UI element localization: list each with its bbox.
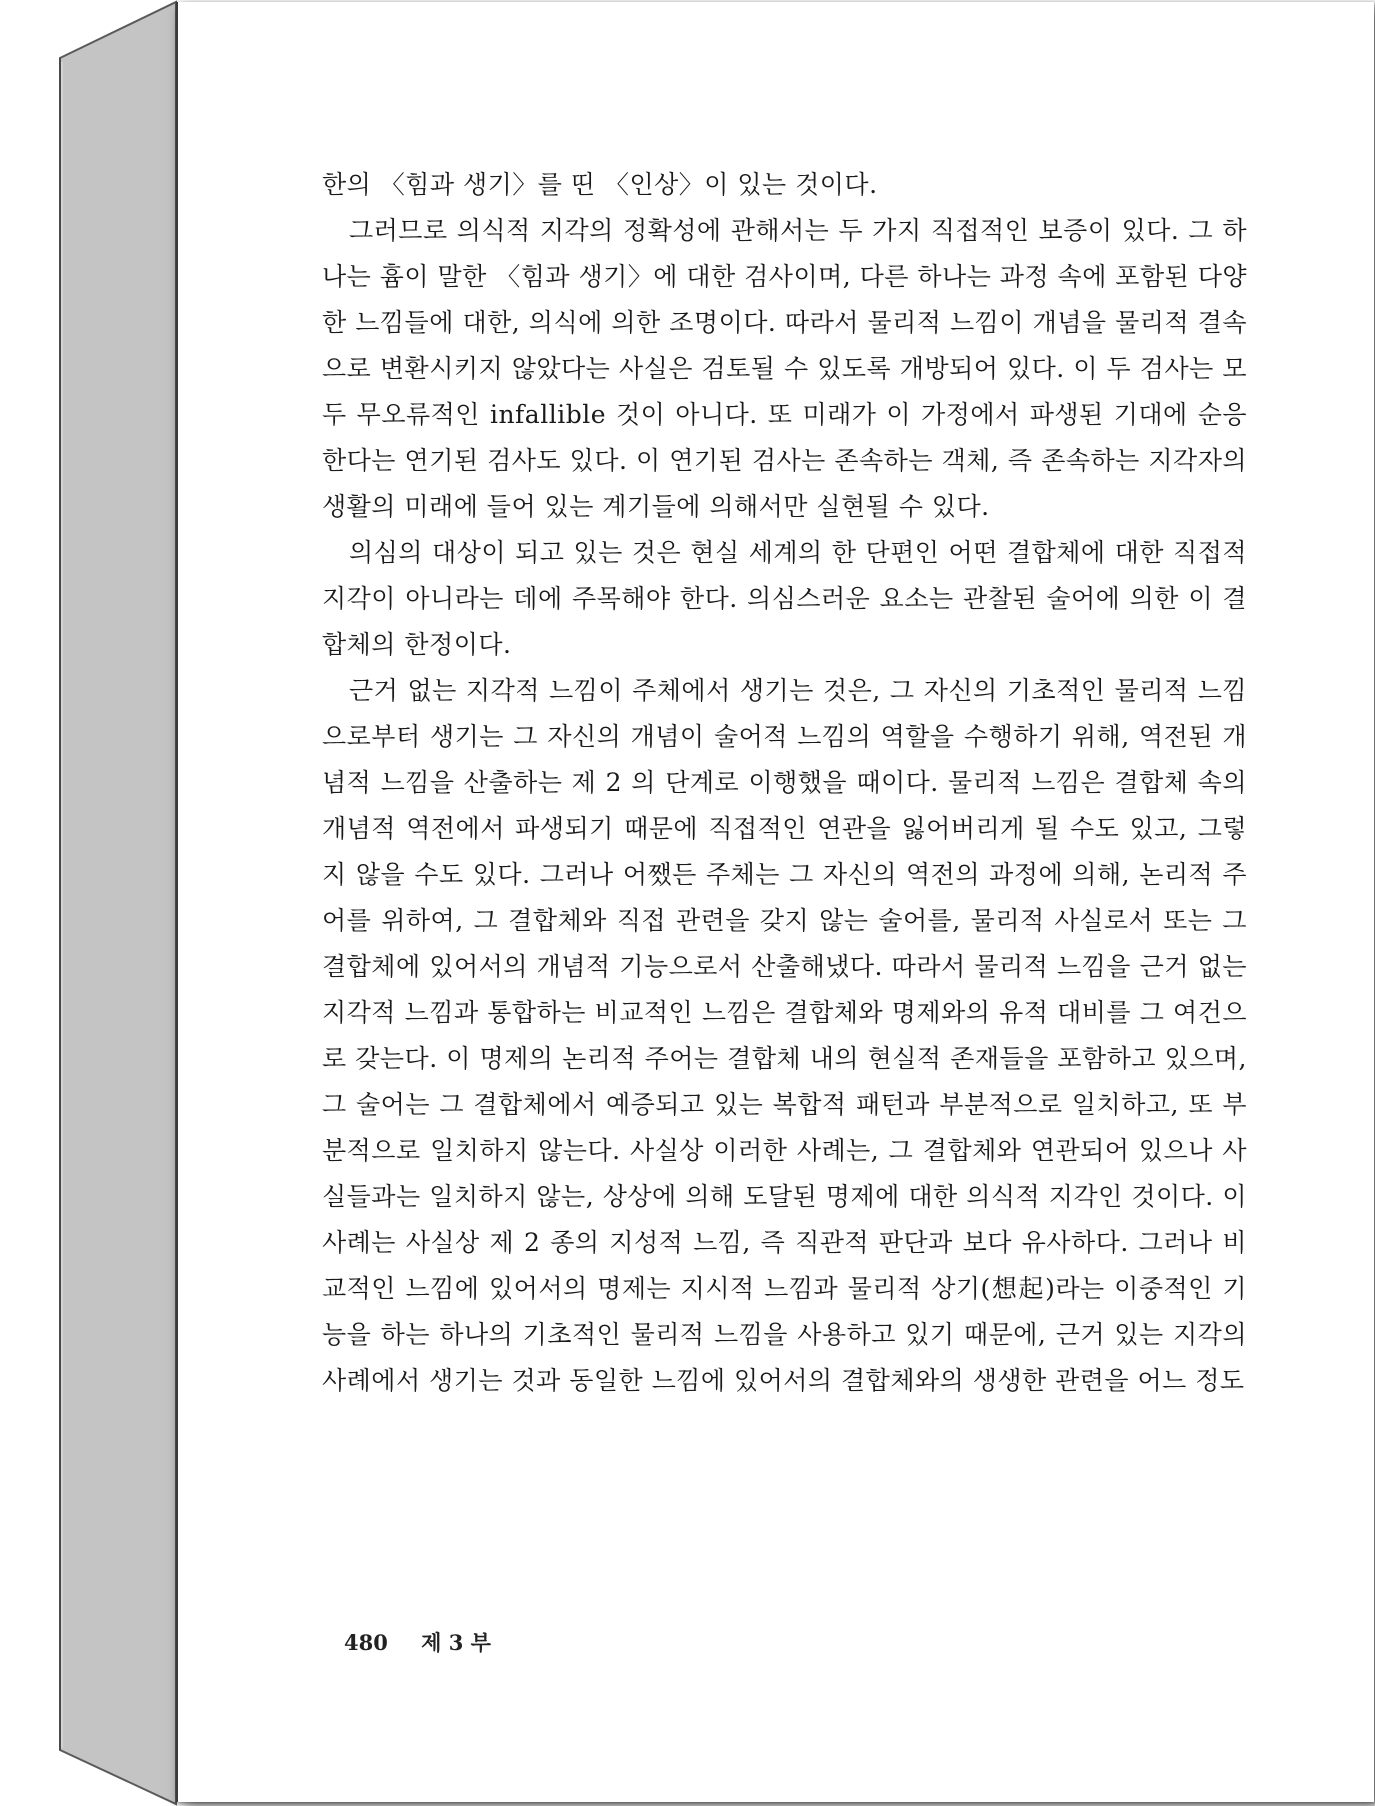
paragraph-1: 그러므로 의식적 지각의 정확성에 관해서는 두 가지 직접적인 보증이 있다. 그 하나는 흄이 말한 〈힘과 생기〉에 대한 검사이며, 다른 하나는 과정 속에 포함된 다양한 느낌들에 대한, 의식에 의한 조명이다. 따라서 물리적 느낌이 개념을 물리적 결속으로 변환시키지 않았다는 사실은 검토될 수 있도록 개방되어 있다. 이 두 검사는 모두 무오류적인 infallible 것이 아니다. 또 미래가 이 가정에서 파생된 기대에 순응한다는 연기된 검사도 있다. 이 연기된 검사는 존속하는 객체, 즉 존속하는 지각자의 생활의 미래에 들어 있는 계기들에 의해서만 실현될 수 있다. — [322, 216, 1247, 521]
part-label: 제 3 부 — [421, 1630, 491, 1655]
paragraph-3: 근거 없는 지각적 느낌이 주체에서 생기는 것은, 그 자신의 기초적인 물리적 느낌으로부터 생기는 그 자신의 개념이 술어적 느낌의 역할을 수행하기 위해, 역전된 개념적 느낌을 산출하는 제 2 의 단계로 이행했을 때이다. 물리적 느낌은 결합체 속의 개념적 역전에서 파생되기 때문에 직접적인 연관을 잃어버리게 될 수도 있고, 그렇지 않을 수도 있다. 그러나 어쨌든 주체는 그 자신의 역전의 과정에 의해, 논리적 주어를 위하여, 그 결합체와 직접 관련을 갖지 않는 술어를, 물리적 사실로서 또는 그 결합체에 있어서의 개념적 기능으로서 산출해냈다. 따라서 물리적 느낌을 근거 없는 지각적 느낌과 통합하는 비교적인 느낌은 결합체와 명제와의 유적 대비를 그 여건으로 갖는다. 이 명제의 논리적 주어는 결합체 내의 현실적 존재들을 포함하고 있으며, 그 술어는 그 결합체에서 예증되고 있는 복합적 패턴과 부분적으로 일치하고, 또 부분적으로 일치하지 않는다. 사실상 이러한 사례는, 그 결합체와 연관되어 있으나 사실들과는 일치하지 않는, 상상에 의해 도달된 명제에 대한 의식적 지각인 것이다. 이 사례는 사실상 제 2 종의 지성적 느낌, 즉 직관적 판단과 보다 유사하다. 그러나 비교적인 느낌에 있어서의 명제는 지시적 느낌과 물리적 상기(想起)라는 이중적인 기능을 하는 하나의 기초적인 물리적 느낌을 사용하고 있기 때문에, 근거 있는 지각의 사례에서 생기는 것과 동일한 느낌에 있어서의 결합체와의 생생한 관련을 어느 정도 — [322, 676, 1247, 1395]
page-footer — [344, 1627, 491, 1657]
page-body — [322, 162, 1247, 1404]
book-spine-edge — [0, 0, 180, 1806]
book-page — [176, 2, 1374, 1802]
page-number: 480 — [344, 1630, 388, 1655]
paragraph-0: 한의 〈힘과 생기〉를 띤 〈인상〉이 있는 것이다. — [322, 170, 878, 199]
paragraph-2: 의심의 대상이 되고 있는 것은 현실 세계의 한 단편인 어떤 결합체에 대한 직접적 지각이 아니라는 데에 주목해야 한다. 의심스러운 요소는 관찰된 술어에 의한 이 결합체의 한정이다. — [322, 538, 1247, 659]
